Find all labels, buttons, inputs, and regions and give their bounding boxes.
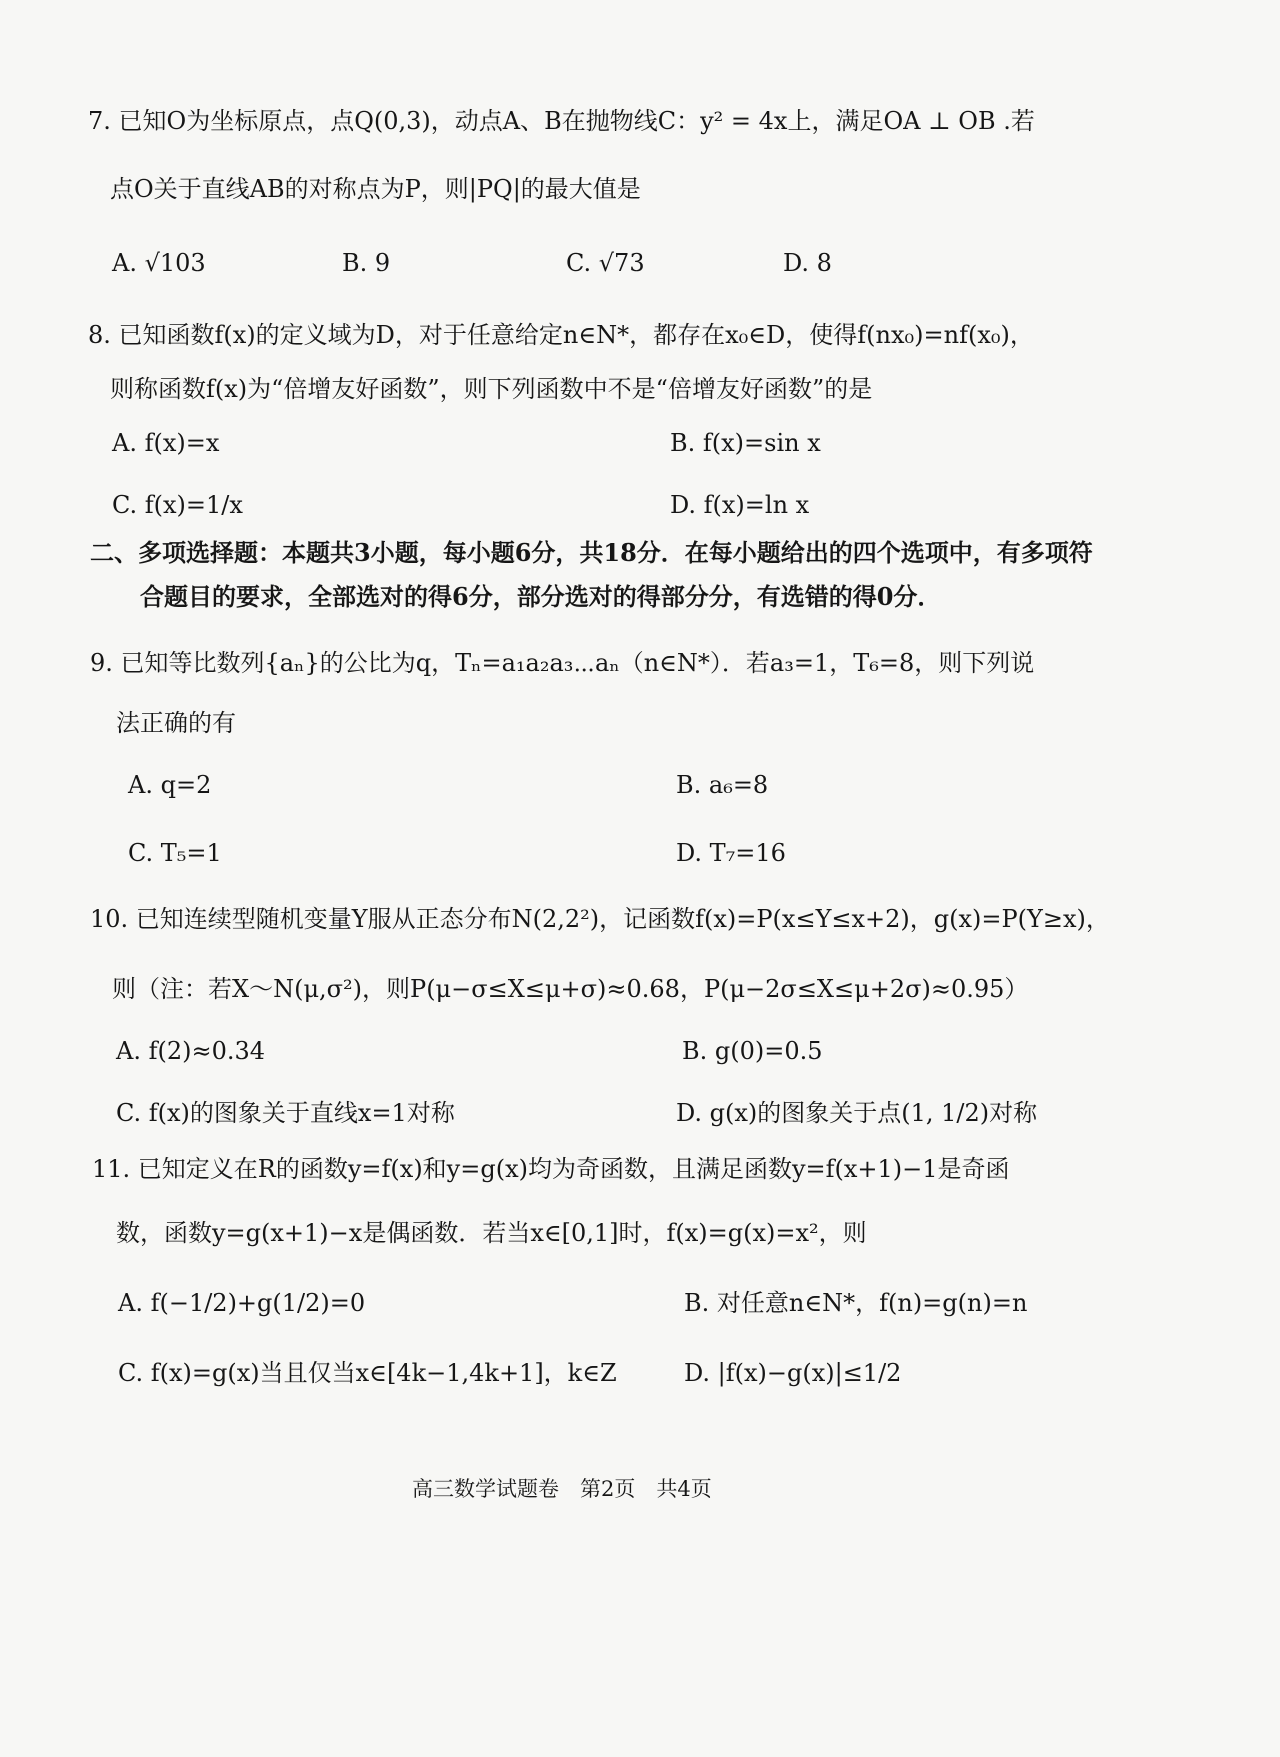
q8-stem-line1: 8. 已知函数f(x)的定义域为D，对于任意给定n∈N*，都存在x₀∈D，使得f(nx₀)=nf(x₀)， bbox=[88, 321, 1034, 349]
q10-stem-line2: 则（注：若X～N(μ,σ²)，则P(μ−σ≤X≤μ+σ)≈0.68，P(μ−2σ≤X≤μ+2σ)≈0.95） bbox=[112, 975, 1029, 1003]
q7-option-a: A. √103 bbox=[112, 249, 206, 277]
q11-stem-line1: 11. 已知定义在R的函数y=f(x)和y=g(x)均为奇函数，且满足函数y=f(x+1)−1是奇函 bbox=[92, 1155, 1010, 1183]
q7-option-b: B. 9 bbox=[342, 249, 391, 277]
q10-option-b: B. g(0)=0.5 bbox=[682, 1037, 823, 1065]
q10-option-c: C. f(x)的图象关于直线x=1对称 bbox=[116, 1099, 455, 1127]
q8-option-d: D. f(x)=ln x bbox=[670, 491, 810, 519]
q9-option-d: D. T₇=16 bbox=[676, 839, 786, 867]
q11-option-d: D. |f(x)−g(x)|≤1/2 bbox=[684, 1359, 902, 1387]
q7-option-c: C. √73 bbox=[566, 249, 645, 277]
q11-stem-line2: 数，函数y=g(x+1)−x是偶函数．若当x∈[0,1]时，f(x)=g(x)=x²，则 bbox=[116, 1219, 867, 1247]
q10-option-a: A. f(2)≈0.34 bbox=[116, 1037, 266, 1065]
q9-option-a: A. q=2 bbox=[128, 771, 212, 799]
q9-stem-line2: 法正确的有 bbox=[116, 709, 236, 737]
section2-heading-line2: 合题目的要求，全部选对的得6分，部分选对的得部分分，有选错的得0分． bbox=[140, 582, 942, 611]
section2-heading-line1: 二、多项选择题：本题共3小题，每小题6分，共18分．在每小题给出的四个选项中，有多项符 bbox=[90, 538, 1093, 567]
q10-option-d: D. g(x)的图象关于点(1, 1/2)对称 bbox=[676, 1099, 1038, 1127]
q9-option-b: B. a₆=8 bbox=[676, 771, 769, 799]
q11-option-c: C. f(x)=g(x)当且仅当x∈[4k−1,4k+1]，k∈Z bbox=[118, 1359, 617, 1387]
q11-option-a: A. f(−1/2)+g(1/2)=0 bbox=[118, 1289, 366, 1317]
q8-stem-line2: 则称函数f(x)为“倍增友好函数”，则下列函数中不是“倍增友好函数”的是 bbox=[110, 375, 873, 403]
q8-option-b: B. f(x)=sin x bbox=[670, 429, 821, 457]
q9-stem-line1: 9. 已知等比数列{aₙ}的公比为q，Tₙ=a₁a₂a₃⋯aₙ（n∈N*）．若a₃=1，T₆=8，则下列说 bbox=[90, 649, 1035, 677]
q8-option-a: A. f(x)=x bbox=[112, 429, 220, 457]
q10-stem-line1: 10. 已知连续型随机变量Y服从正态分布N(2,2²)，记函数f(x)=P(x≤Y≤x+2)，g(x)=P(Y≥x)， bbox=[90, 905, 1110, 933]
q8-option-c: C. f(x)=1/x bbox=[112, 491, 243, 519]
q7-stem-line1: 7. 已知O为坐标原点，点Q(0,3)，动点A、B在抛物线C：y² = 4x上，满足OA ⊥ OB .若 bbox=[88, 107, 1035, 135]
page-footer: 高三数学试题卷 第2页 共4页 bbox=[412, 1477, 712, 1501]
q9-option-c: C. T₅=1 bbox=[128, 839, 222, 867]
q11-option-b: B. 对任意n∈N*，f(n)=g(n)=n bbox=[684, 1289, 1028, 1317]
q7-stem-line2: 点O关于直线AB的对称点为P，则|PQ|的最大值是 bbox=[110, 175, 641, 203]
q7-option-d: D. 8 bbox=[783, 249, 832, 277]
